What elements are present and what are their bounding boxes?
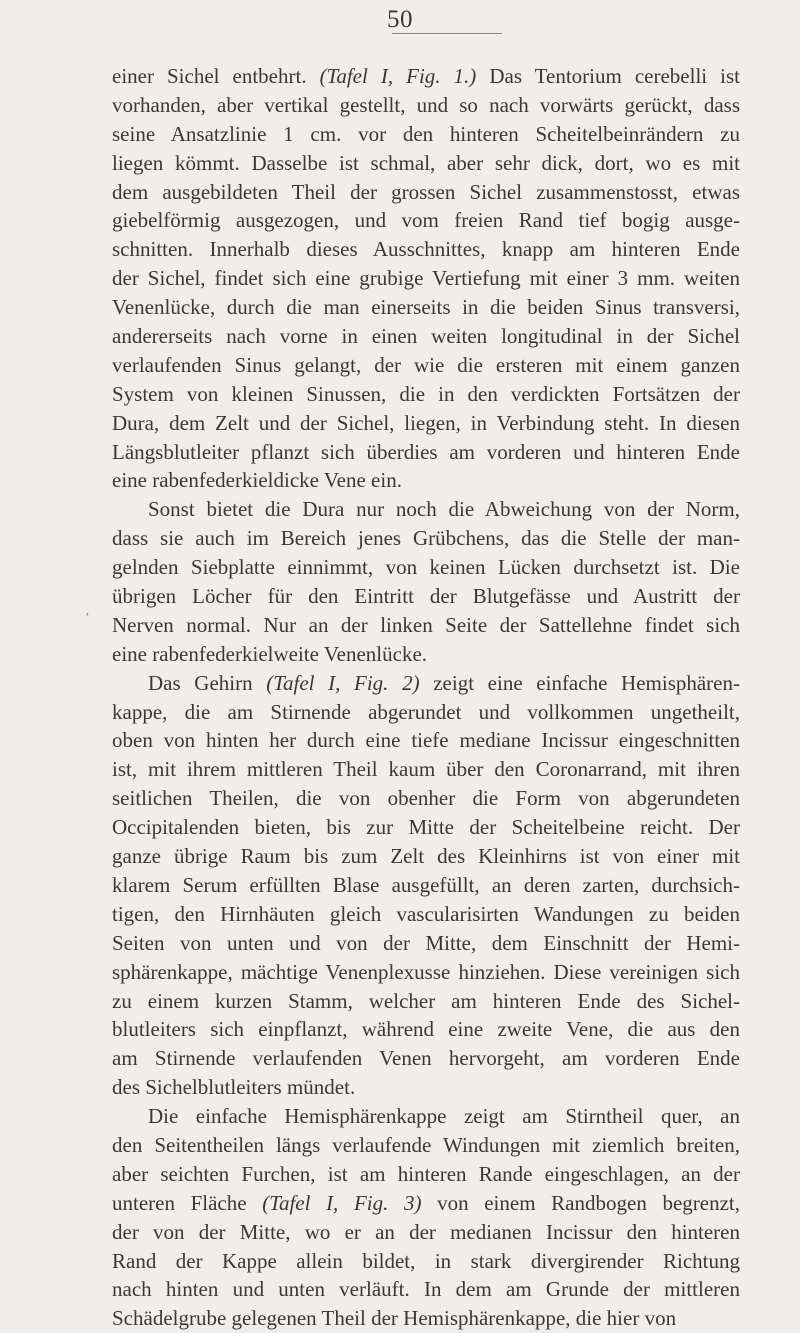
text-line: des Sichelblutleiters mündet. xyxy=(112,1075,356,1100)
text-line: andererseits nach vorne in einen weiten longitudinal in der Sichel xyxy=(112,324,740,349)
text-line: seine Ansatzlinie 1 cm. vor den hinteren Scheitelbeinrändern zu xyxy=(112,121,740,146)
figure-reference: (Tafel I, Fig. 1.) xyxy=(319,64,477,88)
text-line: vorhanden, aber vertikal gestellt, und so nach vorwärts gerückt, dass xyxy=(112,92,740,117)
text-line: Schädelgrube gelegenen Theil der Hemisphärenkappe, die hier von xyxy=(112,1306,677,1331)
text-line: seitlichen Theilen, die von obenher die Form von abgerundeten xyxy=(112,786,740,811)
text-line: klarem Serum erfüllten Blase ausgefüllt, an deren zarten, durchsich- xyxy=(112,872,740,897)
text-line: Das Gehirn (Tafel I, Fig. 2) zeigt eine einfache Hemisphären- xyxy=(148,670,740,695)
text-line: aber seichten Furchen, ist am hinteren Rande eingeschlagen, an der xyxy=(112,1161,740,1186)
text-line: Die einfache Hemisphärenkappe zeigt am Stirntheil quer, an xyxy=(148,1104,740,1129)
text-line: Sonst bietet die Dura nur noch die Abweichung von der Norm, xyxy=(148,497,740,522)
text-line: oben von hinten her durch eine tiefe mediane Incissur eingeschnitten xyxy=(112,728,740,753)
text-line: verlaufenden Sinus gelangt, der wie die ersteren mit einem ganzen xyxy=(112,352,740,377)
text-line: schnitten. Innerhalb dieses Ausschnittes, knapp am hinteren Ende xyxy=(112,237,740,262)
text-line: eine rabenfederkieldicke Vene ein. xyxy=(112,468,402,493)
paragraph xyxy=(112,495,740,668)
text-line: giebelförmig ausgezogen, und vom freien Rand tief bogig ausge- xyxy=(112,208,740,233)
text-line: sphärenkappe, mächtige Venenplexusse hinziehen. Diese vereinigen sich xyxy=(112,959,740,984)
figure-reference: (Tafel I, Fig. 3) xyxy=(262,1190,422,1215)
text-line: Venenlücke, durch die man einerseits in die beiden Sinus transversi, xyxy=(112,295,740,320)
text-line: zu einem kurzen Stamm, welcher am hinteren Ende des Sichel- xyxy=(112,988,740,1013)
text-line: Längsblutleiter pflanzt sich überdies am vorderen und hinteren Ende xyxy=(112,439,740,464)
text-line: tigen, den Hirnhäuten gleich vascularisirten Wandungen zu beiden xyxy=(112,901,740,926)
text-line: Seiten von unten und von der Mitte, dem Einschnitt der Hemi- xyxy=(112,930,740,955)
text-line: ist, mit ihrem mittleren Theil kaum über den Coronarrand, mit ihren xyxy=(112,757,740,782)
page-number-rule xyxy=(392,33,502,34)
text-line: der von der Mitte, wo er an der medianen Incissur den hinteren xyxy=(112,1219,740,1244)
text-line: dass sie auch im Bereich jenes Grübchens, das die Stelle der man- xyxy=(112,526,740,551)
paragraph xyxy=(112,669,740,1102)
text-block xyxy=(112,62,740,1333)
text-line: liegen kömmt. Dasselbe ist schmal, aber sehr dick, dort, wo es mit xyxy=(112,150,740,175)
text-line: dem ausgebildeten Theil der grossen Sichel zusammenstosst, etwas xyxy=(112,179,740,204)
figure-reference: (Tafel I, Fig. 2) xyxy=(266,670,420,695)
text-line: kappe, die am Stirnende abgerundet und vollkommen ungetheilt, xyxy=(112,699,740,724)
text-line: ganze übrige Raum bis zum Zelt des Kleinhirns ist von einer mit xyxy=(112,844,740,869)
paragraph xyxy=(112,1102,740,1333)
text-line: eine rabenfederkielweite Venenlücke. xyxy=(112,641,428,666)
text-line: Dura, dem Zelt und der Sichel, liegen, in Verbindung steht. In diesen xyxy=(112,410,740,435)
text-line: Occipitalenden bieten, bis zur Mitte der Scheitelbeine reicht. Der xyxy=(112,815,740,840)
text-line: den Seitentheilen längs verlaufende Windungen mit ziemlich breiten, xyxy=(112,1132,740,1157)
text-line: Nerven normal. Nur an der linken Seite der Sattellehne findet sich xyxy=(112,612,740,637)
text-line: am Stirnende verlaufenden Venen hervorgeht, am vorderen Ende xyxy=(112,1046,740,1071)
text-line: gelnden Siebplatte einnimmt, von keinen Lücken durchsetzt ist. Die xyxy=(112,555,740,580)
page-number: 50 xyxy=(387,6,413,33)
text-line: nach hinten und unten verläuft. In dem am Grunde der mittleren xyxy=(112,1277,740,1302)
text-line: blutleiters sich einpflanzt, während eine zweite Vene, die aus den xyxy=(112,1017,740,1042)
text-line: einer Sichel entbehrt. (Tafel I, Fig. 1.) Das Tentorium cerebelli ist xyxy=(112,64,740,88)
text-line: übrigen Löcher für den Eintritt der Blutgefässe und Austritt der xyxy=(112,584,740,609)
paragraph xyxy=(112,62,740,495)
margin-mark: , xyxy=(86,603,89,617)
text-line: der Sichel, findet sich eine grubige Vertiefung mit einer 3 mm. weiten xyxy=(112,266,740,291)
text-line: unteren Fläche (Tafel I, Fig. 3) von einem Randbogen begrenzt, xyxy=(112,1190,740,1215)
text-line: System von kleinen Sinussen, die in den verdickten Fortsätzen der xyxy=(112,381,740,406)
text-line: Rand der Kappe allein bildet, in stark divergirender Richtung xyxy=(112,1248,740,1273)
